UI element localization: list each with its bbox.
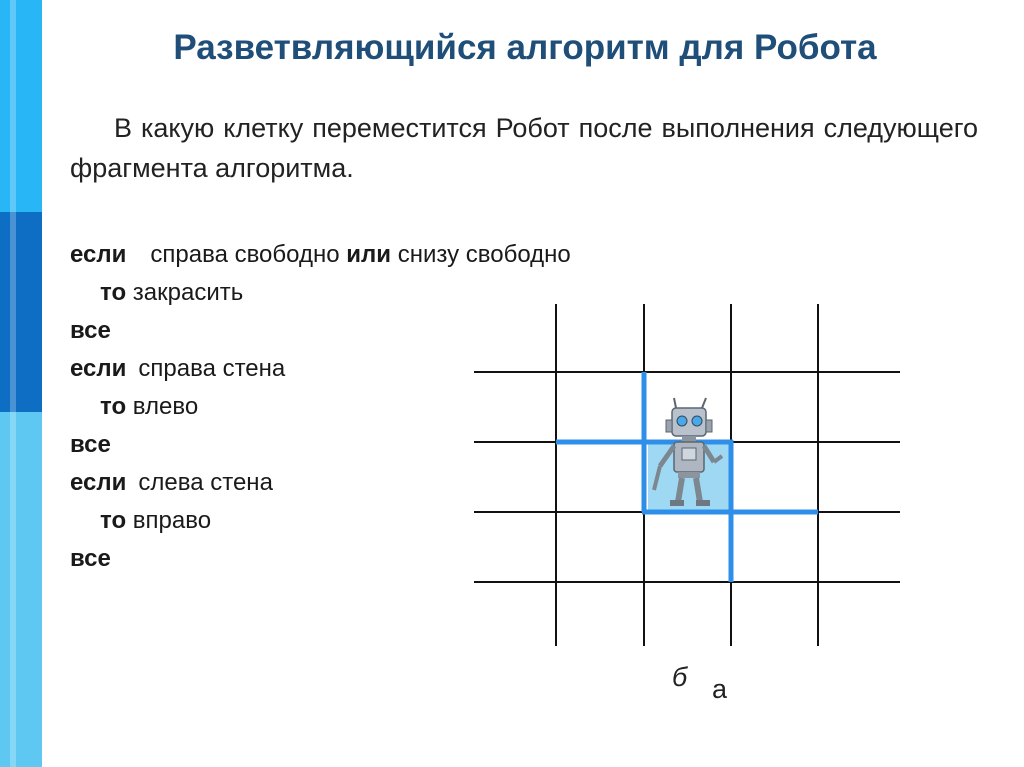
- algo-text: справа стена: [138, 355, 286, 382]
- algo-keyword: если: [70, 469, 127, 496]
- cell-label-a: а: [712, 674, 728, 704]
- side-band-bottom: [0, 412, 42, 767]
- algo-keyword: все: [70, 431, 111, 458]
- algo-text: справа свободно: [150, 241, 340, 268]
- algo-keyword: все: [70, 317, 111, 344]
- algo-line: [70, 236, 571, 274]
- robot-field-grid: [460, 296, 920, 656]
- algo-keyword: то: [100, 279, 127, 306]
- cell-label-b: б: [672, 662, 688, 692]
- algo-keyword: то: [100, 393, 127, 420]
- algo-text: снизу свободно: [397, 241, 571, 268]
- algo-keyword: если: [70, 355, 127, 382]
- side-band-dark: [0, 212, 42, 412]
- algo-keyword: если: [70, 241, 127, 268]
- side-band-top: [0, 0, 42, 212]
- slide-title: Разветвляющийся алгоритм для Робота: [173, 28, 877, 67]
- algo-text: закрасить: [132, 279, 244, 306]
- algo-text: влево: [132, 393, 199, 420]
- algo-keyword: все: [70, 545, 111, 572]
- algo-keyword: то: [100, 507, 127, 534]
- side-band-highlight: [10, 0, 16, 767]
- algo-text: слева стена: [138, 469, 273, 496]
- algo-text: вправо: [132, 507, 212, 534]
- algo-keyword: или: [346, 241, 392, 268]
- question-text: В какую клетку переместится Робот после выполнения следующего фрагмента алгоритма.: [70, 113, 978, 183]
